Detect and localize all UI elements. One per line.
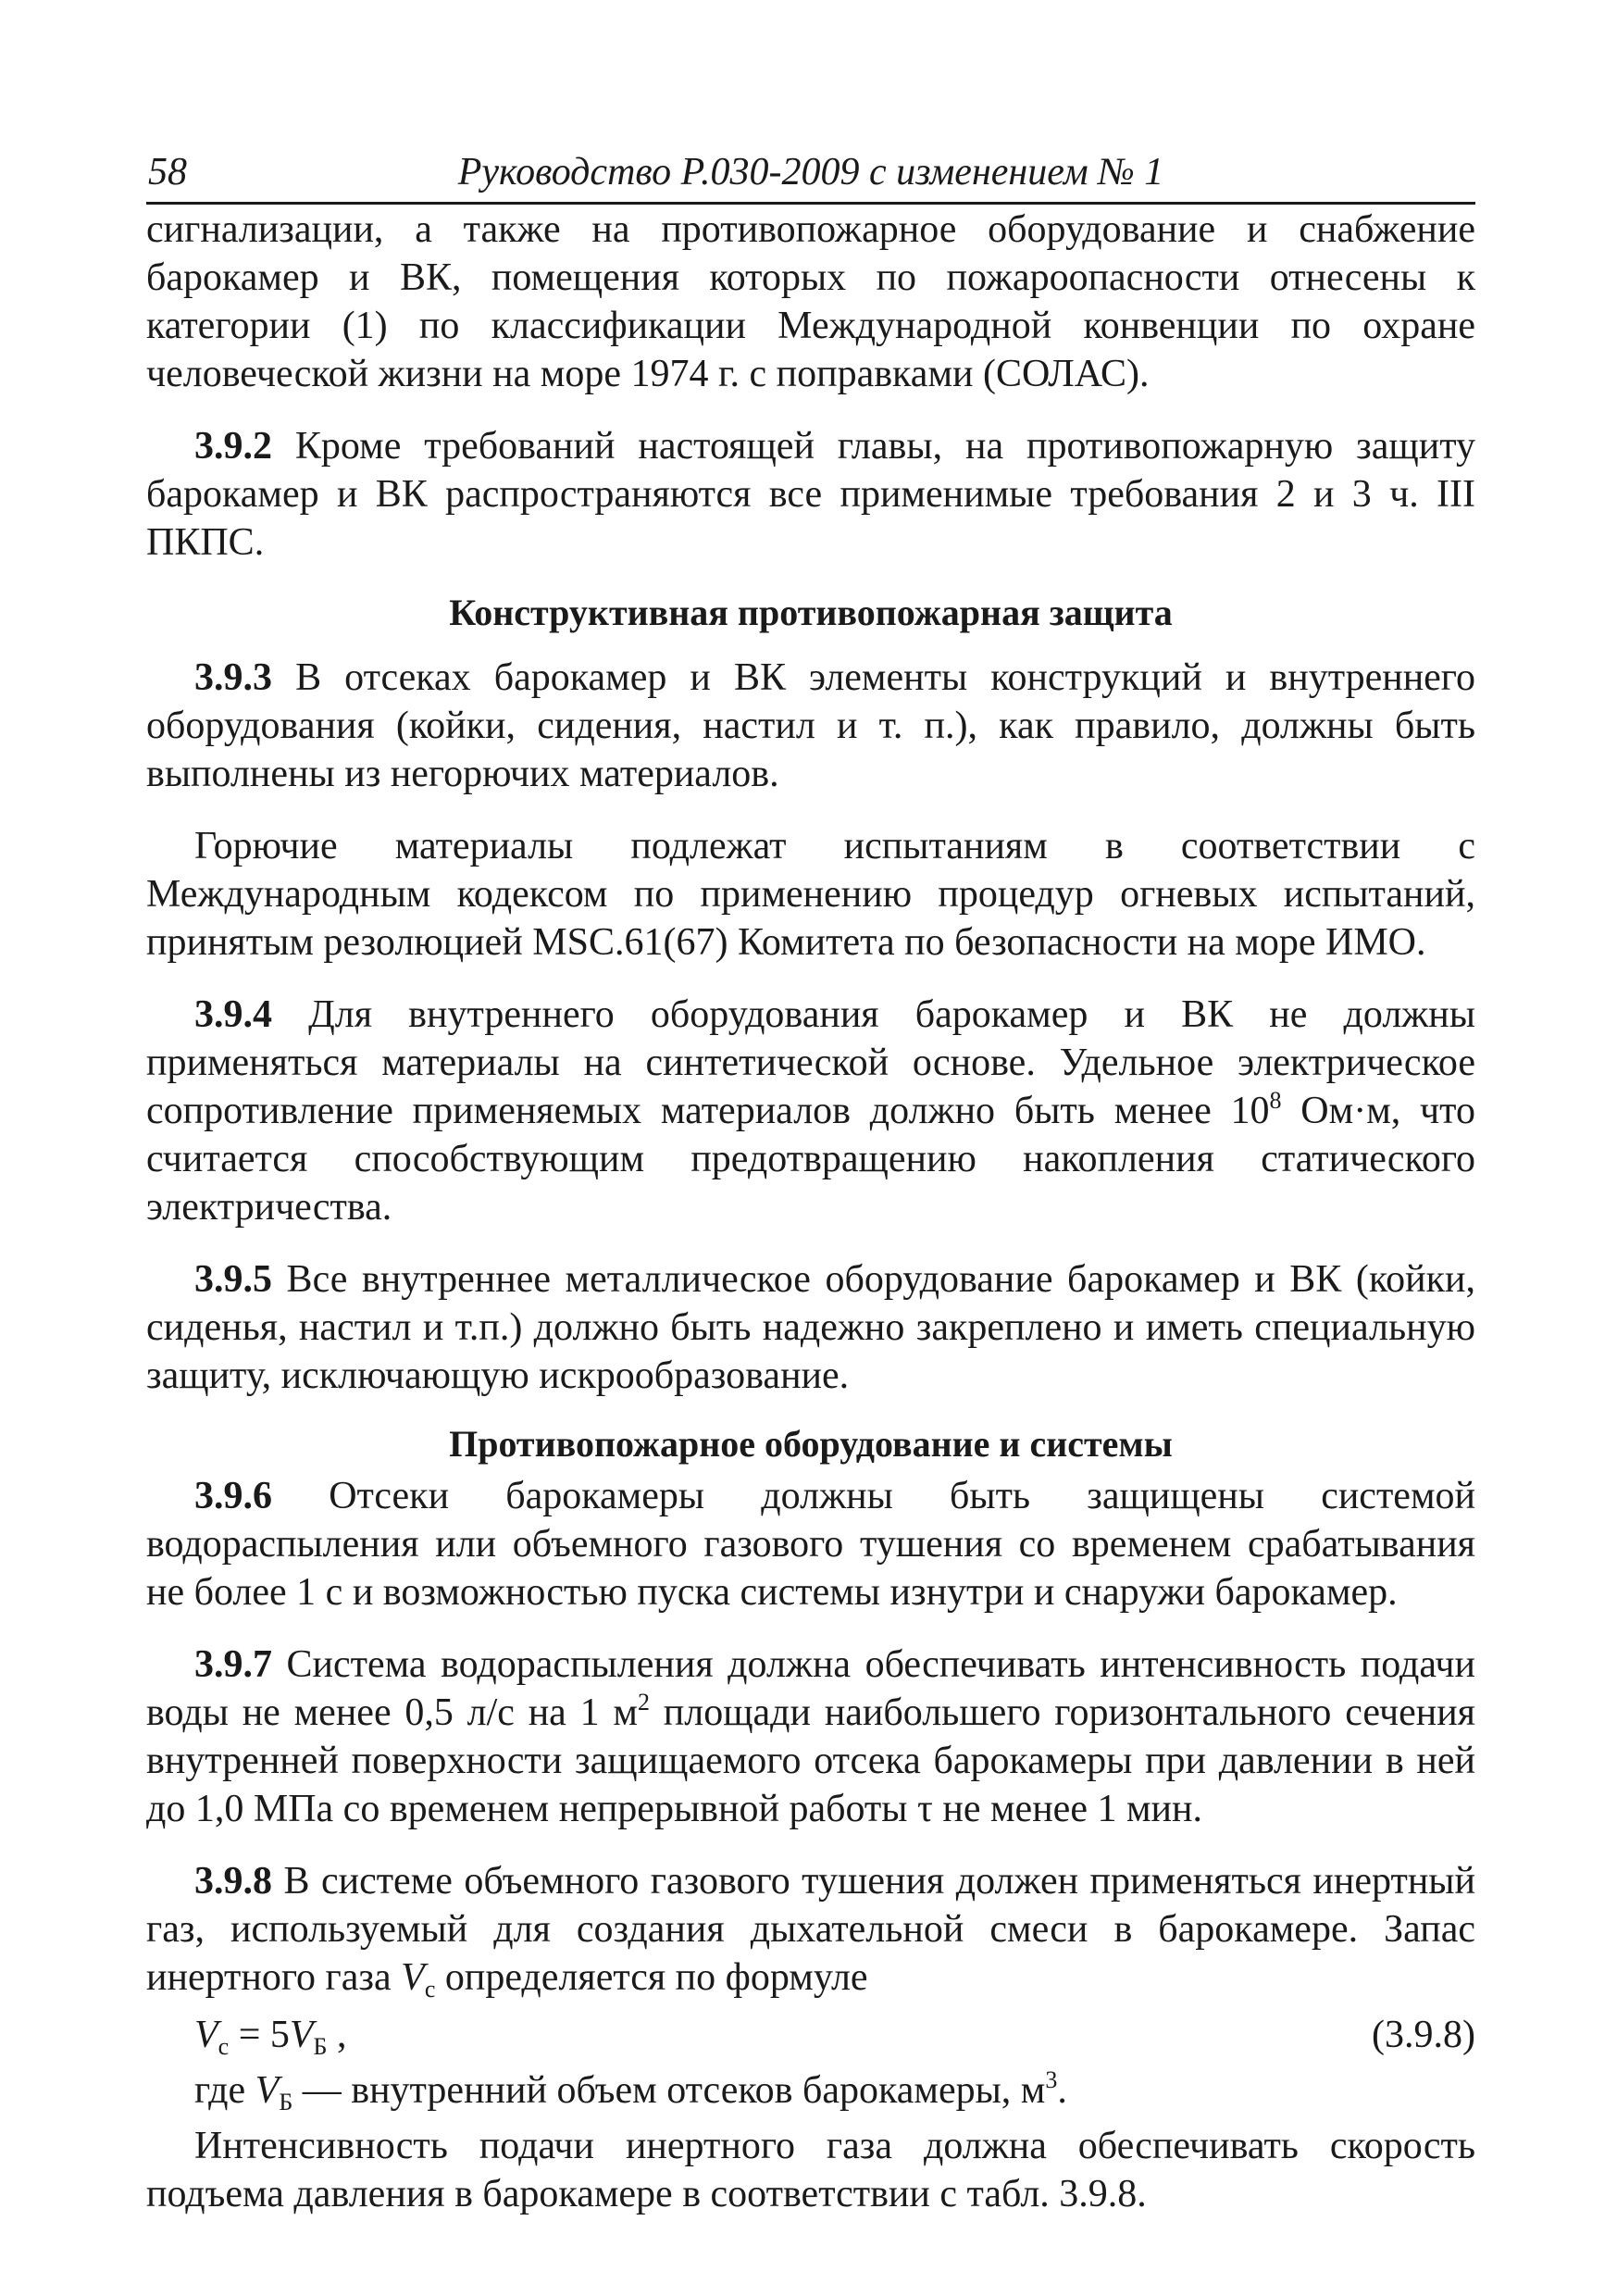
exponent: 2 [637,1689,650,1716]
formula-mid: = 5 [229,2014,290,2056]
exponent: 8 [1269,1087,1282,1114]
paragraph-where [146,2066,1475,2115]
exponent: 3 [1045,2066,1058,2093]
variable: V [401,1956,425,1999]
paragraph-3-9-2 [146,422,1475,567]
clause-text: В отсеках барокамер и ВК элементы конструкций и внутреннего оборудования (койки, сидения, настил и т. п.), как правило, должны быть выполнены из негорючих материалов. [146,656,1475,795]
clause-text: Кроме требований настоящей главы, на противопожарную защиту барокамер и ВК распространяются все применимые требования 2 и 3 ч. III ПКПС. [146,425,1475,564]
formula-rhs-var: V [289,2014,314,2056]
paragraph-3-9-7 [146,1641,1475,1833]
clause-text: Система водораспыления должна обеспечивать интенсивность подачи воды не менее 0,5 л/с на 1 м [146,1643,1475,1734]
formula-tail: , [327,2014,347,2056]
clause-text-cont: определяется по формуле [435,1956,868,1999]
paragraph-3-9-4 [146,991,1475,1231]
clause-text: В системе объемного газового тушения должен применяться инертный газ, используемый для создания дыхательной смеси в барокамере. Запас инертного газа [146,1860,1475,1999]
formula-number: (3.9.8) [1372,2014,1475,2056]
formula-lhs-var: V [194,2014,218,2056]
where-text-end: . [1057,2069,1067,2112]
variable: V [255,2069,280,2112]
clause-text: Все внутреннее металлическое оборудование барокамер и ВК (койки, сиденья, настил и т.п.) должно быть надежно закреплено и иметь специальную защиту, исключающую искрообразование. [146,1258,1475,1397]
clause-number: 3.9.6 [194,1475,272,1517]
where-text-cont: — внутренний объем отсеков барокамеры, м [292,2069,1046,2112]
page-body [146,206,1475,2218]
clause-number: 3.9.2 [194,425,272,468]
variable-subscript: Б [279,2089,293,2115]
paragraph-inert-gas-intensity: Интенсивность подачи инертного газа должна обеспечивать скорость подъема давления в барокамере в соответствии с табл. 3.9.8. [146,2125,1475,2215]
clause-number: 3.9.4 [194,993,272,1036]
clause-number: 3.9.5 [194,1258,272,1301]
formula-rhs-sub: Б [313,2033,328,2060]
clause-number: 3.9.7 [194,1643,272,1686]
paragraph-continuation: сигнализации, а также на противопожарное оборудование и снабжение барокамер и ВК, помещения которых по пожароопасности отнесены к категории (1) по классификации Международной конвенции по охране человеческой жизни на море 1974 г. с поправками (СОЛАС). [146,208,1475,395]
formula-expression [194,2011,346,2059]
clause-text-cont: площади наибольшего горизонтального сечения внутренней поверхности защищаемого отсека барокамеры при давлении в ней до 1,0 МПа со временем непрерывной работы τ не менее 1 мин. [146,1691,1475,1830]
paragraph-3-9-5 [146,1255,1475,1400]
clause-text-cont: Ом·м, что считается способствующим предотвращению накопления статического электричества. [146,1090,1475,1229]
variable-subscript: с [424,1976,436,2003]
where-text: где [194,2069,255,2112]
section-heading-fire-equipment-systems: Противопожарное оборудование и системы [449,1423,1173,1465]
clause-text: Для внутреннего оборудования барокамер и ВК не должны применяться материалы на синтетической основе. Удельное электрическое сопротивление применяемых материалов должно быть менее 10 [146,993,1475,1132]
paragraph-3-9-6 [146,1472,1475,1616]
formula-lhs-sub: с [218,2033,230,2060]
formula-3-9-8 [146,2011,1475,2063]
running-title: Руководство Р.030-2009 с изменением № 1 [457,151,1164,193]
running-header [146,146,1475,205]
paragraph-3-9-3 [146,654,1475,798]
page-number: 58 [148,151,187,193]
clause-number: 3.9.3 [194,656,272,699]
paragraph-3-9-8 [146,1857,1475,2002]
paragraph-combustible-materials: Горючие материалы подлежат испытаниям в соответствии с Международным кодексом по применению процедур огневых испытаний, принятым резолюцией MSC.61(67) Комитета по безопасности на море ИМО. [146,825,1475,964]
section-heading-structural-fire-protection: Конструктивная противопожарная защита [449,592,1173,633]
clause-text: Отсеки барокамеры должны быть защищены системой водораспыления или объемного газового тушения со временем срабатывания не более 1 с и возможностью пуска системы изнутри и снаружи барокамер. [146,1475,1475,1614]
clause-number: 3.9.8 [194,1860,272,1903]
